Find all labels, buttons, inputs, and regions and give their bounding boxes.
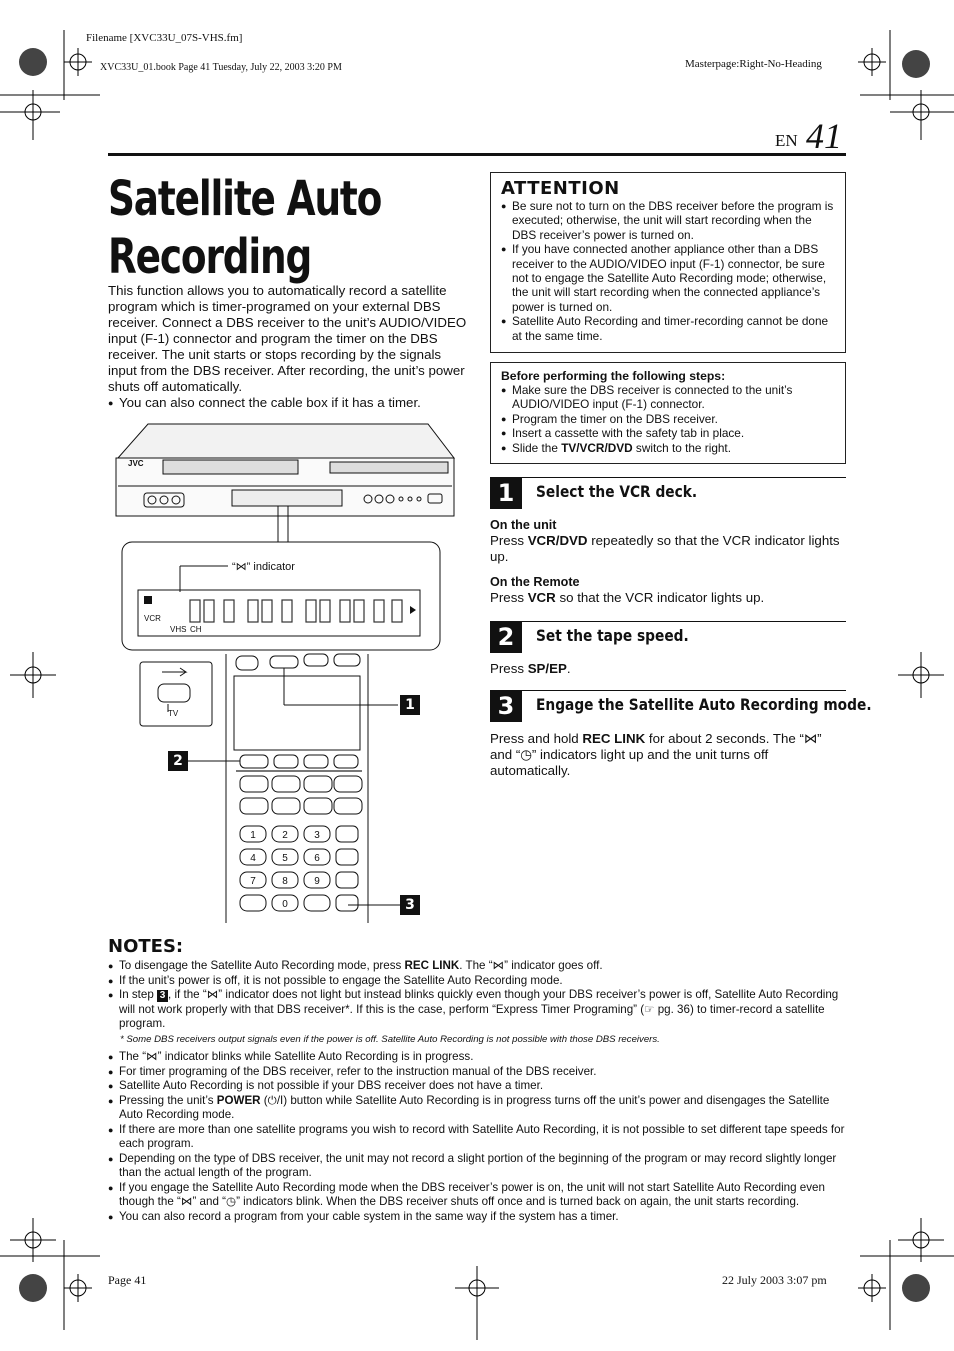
note-item: ● If the unit’s power is off, it is not possible to engage the Satellite Auto Recording mode. [108, 974, 848, 989]
vcr-top [118, 424, 454, 458]
step-1-body: On the unit Press VCR/DVD repeatedly so that the VCR indicator lights up. On the Remote Press VCR so that the VCR indicator lights up. [490, 517, 846, 606]
step-2-body: Press SP/EP. [490, 661, 571, 676]
attention-item: ● If you have connected another appliance other than a DBS receiver to the AUDIO/VIDEO input (F-1) connector, be sure not to engage the Satellite Auto Recording mode; otherwise, the unit will start recording when the connected appliance’s power is turned on. [501, 242, 835, 314]
header-filename: Filename [XVC33U_07S-VHS.fm] [86, 32, 243, 44]
notes-heading: NOTES: [108, 936, 184, 957]
footer-date: 22 July 2003 3:07 pm [722, 1273, 827, 1287]
callout-3: 3 [400, 895, 420, 915]
step-2-title: Set the tape speed. [536, 626, 689, 645]
vcr-display-window [232, 490, 342, 506]
note-item: ● You can also record a program from your cable system in the same way if the system has a timer. [108, 1210, 848, 1225]
note-item: ● If you engage the Satellite Auto Recording mode when the DBS receiver’s power is on, the unit will not start Satellite Auto Recording even though the “⋈” and “◷” indicators blink. When the DBS receiver shuts off once and is turned back on again, the unit starts recording. [108, 1181, 848, 1210]
play-icon [410, 606, 416, 614]
attention-item: ● Satellite Auto Recording and timer-recording cannot be done at the same time. [501, 314, 835, 343]
note-item: ● Pressing the unit’s POWER (⏻/I) button while Satellite Auto Recording is in progress turns off the unit’s power and disengages the Satellite Auto Recording mode. [108, 1094, 848, 1123]
footer-page: Page 41 [108, 1273, 147, 1287]
svg-text:9: 9 [314, 876, 320, 887]
svg-text:5: 5 [282, 853, 288, 864]
attention-item: ● Be sure not to turn on the DBS receiver before the program is executed; otherwise, the unit will start recording when the DBS receiver’s power is turned on. [501, 199, 835, 242]
vcr-button [270, 656, 298, 668]
step-1-title: Select the VCR deck. [536, 482, 698, 501]
note-item: ● For timer programing of the DBS receiver, refer to the instruction manual of the DBS receiver. [108, 1065, 848, 1080]
callout-2: 2 [168, 751, 188, 771]
header-bookinfo: XVC33U_01.book Page 41 Tuesday, July 22, 2003 3:20 PM [100, 62, 342, 73]
brand-jvc-logo: JVC [128, 459, 144, 468]
vcr-remote-figure [108, 418, 458, 928]
tv-vcr-dvd-switch [158, 684, 190, 702]
page-title: Satellite Auto Recording [108, 171, 382, 285]
indicator-label: “⋈” indicator [232, 561, 295, 573]
note-item: ● Depending on the type of DBS receiver, the unit may not record a slight portion of the beginning of the program or may record slightly longer than the actual length of the program. [108, 1152, 848, 1181]
note-item: ● Satellite Auto Recording is not possible if your DBS receiver does not have a timer. [108, 1079, 848, 1094]
on-unit-label: On the unit [490, 518, 557, 532]
note-item: ● If there are more than one satellite programs you wish to record with Satellite Auto Recording, it is not possible to set different tape speeds for each program. [108, 1123, 848, 1152]
arrow-right-icon [162, 668, 186, 676]
switch-tv-label: TV [168, 709, 179, 718]
before-item: ● Slide the TV/VCR/DVD switch to the right. [501, 441, 835, 455]
before-heading: Before performing the following steps: [501, 369, 726, 383]
note-item: ● To disengage the Satellite Auto Recording mode, press REC LINK. The “⋈” indicator goes off. [108, 959, 848, 974]
footnote: * Some DBS receivers output signals even if the power is off. Satellite Auto Recording is not possible with those DBS receivers. [120, 1033, 660, 1045]
step-3-number: 3 [490, 690, 522, 722]
step-3 [490, 690, 872, 722]
intro-text [108, 283, 468, 411]
note-item: ● In step 3 , if the “⋈” indicator does not light but instead blinks quickly even though your DBS receiver’s power is off, Satellite Auto Recording will not work properly with that DBS receiver*. If this is the case, perform “Express Timer Programing” (☞ pg. 36) to timer-record a satellite program. [108, 988, 848, 1032]
svg-text:7: 7 [250, 876, 256, 887]
sp-ep-button [240, 755, 268, 768]
on-remote-label: On the Remote [490, 575, 580, 589]
vhs-slot [163, 460, 298, 474]
before-item: ● Make sure the DBS receiver is connected to the unit’s AUDIO/VIDEO input (F-1) connector. [501, 383, 835, 412]
display-p-icon [144, 596, 152, 604]
svg-text:4: 4 [250, 853, 256, 864]
svg-text:0: 0 [282, 899, 288, 910]
attention-heading: ATTENTION [501, 178, 620, 199]
before-item: ● Insert a cassette with the safety tab in place. [501, 426, 835, 440]
page-number: 41 [806, 116, 842, 156]
notes-section [108, 936, 848, 1224]
svg-text:2: 2 [282, 830, 288, 841]
header-masterpage: Masterpage:Right-No-Heading [685, 58, 822, 70]
numpad [240, 826, 358, 911]
rec-link-button [336, 895, 358, 911]
svg-text:6: 6 [314, 853, 320, 864]
svg-text:3: 3 [314, 830, 320, 841]
display-vhs-text: VHS [170, 625, 187, 634]
step-1 [490, 477, 846, 509]
attention-box [490, 172, 846, 353]
svg-text:1: 1 [250, 830, 256, 841]
note-item: ● The “⋈” indicator blinks while Satellite Auto Recording is in progress. [108, 1050, 848, 1065]
channel-buttons [240, 776, 362, 814]
dvd-tray [330, 462, 448, 473]
step-3-body: Press and hold REC LINK for about 2 seconds. The “⋈” and “◷” indicators light up and the unit turns off automatically. [490, 731, 822, 778]
callout-1: 1 [400, 695, 420, 715]
step-2-number: 2 [490, 621, 522, 653]
display-ch-text: CH [190, 625, 202, 634]
step-3-title: Engage the Satellite Auto Recording mode. [536, 695, 872, 714]
step-2 [490, 621, 846, 653]
language-label: EN [775, 131, 798, 150]
intro-bullet: ● You can also connect the cable box if it has a timer. [108, 395, 468, 411]
svg-text:8: 8 [282, 876, 288, 887]
intro-paragraph: This function allows you to automatically record a satellite program which is timer-programed on your external DBS receiver. Connect a DBS receiver to the unit’s AUDIO/VIDEO input (F-1) connector and program the timer on the DBS receiver. The unit starts or stops recording by the signals input from the DBS receiver. After recording, the unit’s power shuts off automatically. [108, 283, 467, 394]
step-1-number: 1 [490, 477, 522, 509]
header-rule [108, 153, 846, 156]
display-vcr-text: VCR [144, 614, 161, 623]
before-item: ● Program the timer on the DBS receiver. [501, 412, 835, 426]
before-steps-box [490, 362, 846, 464]
